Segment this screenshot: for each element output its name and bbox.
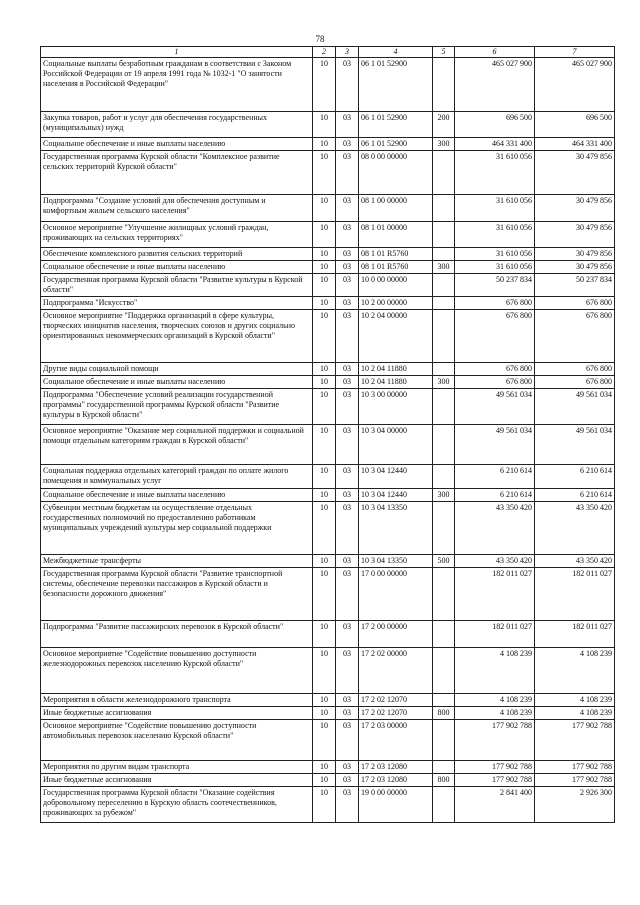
row-sum-year2: 43 350 420 <box>535 555 615 568</box>
row-subsection: 03 <box>336 310 359 363</box>
row-name: Субвенции местным бюджетам на осуществление отдельных государственных полномочий по предоставлению работникам муниципальных учреждений культуры мер социальной поддержки <box>41 502 313 555</box>
row-sum-year1: 49 561 034 <box>455 389 535 425</box>
row-sum-year2: 676 800 <box>535 297 615 310</box>
row-sum-year1: 182 011 027 <box>455 621 535 648</box>
row-section: 10 <box>313 376 336 389</box>
row-section: 10 <box>313 389 336 425</box>
table-row <box>41 555 615 568</box>
row-section: 10 <box>313 138 336 151</box>
column-number: 2 <box>313 47 336 58</box>
row-name: Мероприятия по другим видам транспорта <box>41 761 313 774</box>
row-subsection: 03 <box>336 555 359 568</box>
table-row <box>41 195 615 222</box>
row-expense-type: 300 <box>433 138 455 151</box>
row-sum-year2: 30 479 856 <box>535 195 615 222</box>
table-row <box>41 138 615 151</box>
row-sum-year2: 50 237 834 <box>535 274 615 297</box>
row-subsection: 03 <box>336 694 359 707</box>
table-row <box>41 774 615 787</box>
row-sum-year2: 182 011 027 <box>535 621 615 648</box>
row-expense-type <box>433 465 455 489</box>
row-expense-type <box>433 694 455 707</box>
row-sum-year1: 43 350 420 <box>455 555 535 568</box>
row-target-code: 10 3 04 13350 <box>359 502 433 555</box>
row-section: 10 <box>313 502 336 555</box>
row-expense-type <box>433 720 455 761</box>
row-section: 10 <box>313 363 336 376</box>
row-expense-type <box>433 425 455 465</box>
row-sum-year2: 30 479 856 <box>535 248 615 261</box>
row-subsection: 03 <box>336 489 359 502</box>
table-row <box>41 489 615 502</box>
row-target-code: 10 3 00 00000 <box>359 389 433 425</box>
table-row <box>41 425 615 465</box>
row-sum-year2: 676 800 <box>535 310 615 363</box>
row-name: Основное мероприятие "Улучшение жилищных условий граждан, проживающих на сельских территориях" <box>41 222 313 248</box>
row-name: Другие виды социальной помощи <box>41 363 313 376</box>
row-target-code: 10 2 00 00000 <box>359 297 433 310</box>
row-sum-year2: 177 902 788 <box>535 761 615 774</box>
row-subsection: 03 <box>336 195 359 222</box>
row-sum-year2: 30 479 856 <box>535 261 615 274</box>
row-name: Обеспечение комплексного развития сельских территорий <box>41 248 313 261</box>
row-name: Межбюджетные трансферты <box>41 555 313 568</box>
row-expense-type <box>433 310 455 363</box>
page-number: 78 <box>315 34 325 44</box>
row-name: Подпрограмма "Искусство" <box>41 297 313 310</box>
row-subsection: 03 <box>336 363 359 376</box>
row-sum-year2: 2 926 300 <box>535 787 615 823</box>
table-row <box>41 151 615 195</box>
row-sum-year2: 676 800 <box>535 363 615 376</box>
row-subsection: 03 <box>336 707 359 720</box>
row-subsection: 03 <box>336 248 359 261</box>
row-expense-type <box>433 363 455 376</box>
row-name: Социальные выплаты безработным гражданам в соответствии с Законом Российской Федерации от 19 апреля 1991 года № 1032-1 "О занятости населения в Российской Федерации" <box>41 58 313 112</box>
table-row <box>41 694 615 707</box>
row-sum-year2: 49 561 034 <box>535 425 615 465</box>
row-subsection: 03 <box>336 425 359 465</box>
row-expense-type <box>433 568 455 621</box>
table-row <box>41 502 615 555</box>
row-expense-type: 300 <box>433 261 455 274</box>
row-name: Иные бюджетные ассигнования <box>41 774 313 787</box>
row-target-code: 06 1 01 52900 <box>359 112 433 138</box>
row-target-code: 17 2 03 00000 <box>359 720 433 761</box>
row-sum-year2: 4 108 239 <box>535 648 615 694</box>
row-name: Подпрограмма "Развитие пассажирских перевозок в Курской области" <box>41 621 313 648</box>
row-sum-year2: 4 108 239 <box>535 694 615 707</box>
table-row <box>41 761 615 774</box>
row-expense-type <box>433 502 455 555</box>
row-sum-year1: 696 500 <box>455 112 535 138</box>
row-sum-year1: 676 800 <box>455 363 535 376</box>
row-sum-year1: 31 610 056 <box>455 261 535 274</box>
row-section: 10 <box>313 648 336 694</box>
row-expense-type: 300 <box>433 376 455 389</box>
row-name: Социальное обеспечение и иные выплаты населению <box>41 376 313 389</box>
row-subsection: 03 <box>336 787 359 823</box>
row-subsection: 03 <box>336 621 359 648</box>
column-number-row <box>41 47 615 58</box>
row-section: 10 <box>313 774 336 787</box>
row-section: 10 <box>313 465 336 489</box>
row-name: Социальное обеспечение и иные выплаты населению <box>41 489 313 502</box>
row-subsection: 03 <box>336 222 359 248</box>
row-sum-year1: 676 800 <box>455 376 535 389</box>
row-sum-year2: 43 350 420 <box>535 502 615 555</box>
row-expense-type <box>433 151 455 195</box>
row-sum-year2: 30 479 856 <box>535 222 615 248</box>
row-section: 10 <box>313 621 336 648</box>
row-target-code: 08 1 01 00000 <box>359 222 433 248</box>
budget-table <box>40 46 615 823</box>
row-section: 10 <box>313 151 336 195</box>
row-name: Основное мероприятие "Содействие повышению доступности автомобильных перевозок населению Курской области" <box>41 720 313 761</box>
row-sum-year1: 182 011 027 <box>455 568 535 621</box>
row-sum-year1: 6 210 614 <box>455 465 535 489</box>
row-section: 10 <box>313 707 336 720</box>
row-target-code: 17 2 02 00000 <box>359 648 433 694</box>
row-sum-year1: 31 610 056 <box>455 195 535 222</box>
row-expense-type <box>433 248 455 261</box>
row-sum-year2: 676 800 <box>535 376 615 389</box>
row-target-code: 17 2 03 12080 <box>359 774 433 787</box>
row-target-code: 17 2 03 12080 <box>359 761 433 774</box>
row-target-code: 08 0 00 00000 <box>359 151 433 195</box>
table-row <box>41 261 615 274</box>
row-sum-year2: 6 210 614 <box>535 465 615 489</box>
column-number: 7 <box>535 47 615 58</box>
row-sum-year1: 177 902 788 <box>455 761 535 774</box>
row-section: 10 <box>313 297 336 310</box>
table-row <box>41 58 615 112</box>
table-row <box>41 376 615 389</box>
row-subsection: 03 <box>336 261 359 274</box>
row-section: 10 <box>313 425 336 465</box>
row-name: Социальное обеспечение и иные выплаты населению <box>41 261 313 274</box>
row-section: 10 <box>313 720 336 761</box>
row-name: Государственная программа Курской области "Оказание содействия добровольному переселению в Курскую область соотечественников, проживающих за рубежом" <box>41 787 313 823</box>
row-sum-year1: 177 902 788 <box>455 720 535 761</box>
row-subsection: 03 <box>336 389 359 425</box>
row-target-code: 10 2 04 00000 <box>359 310 433 363</box>
row-section: 10 <box>313 58 336 112</box>
row-subsection: 03 <box>336 297 359 310</box>
row-expense-type <box>433 389 455 425</box>
row-sum-year2: 177 902 788 <box>535 720 615 761</box>
row-target-code: 10 3 04 12440 <box>359 465 433 489</box>
row-section: 10 <box>313 248 336 261</box>
table-row <box>41 720 615 761</box>
row-sum-year1: 50 237 834 <box>455 274 535 297</box>
row-name: Иные бюджетные ассигнования <box>41 707 313 720</box>
row-name: Основное мероприятие "Содействие повышению доступности железнодорожных перевозок населению Курской области" <box>41 648 313 694</box>
table-row <box>41 648 615 694</box>
row-expense-type: 300 <box>433 489 455 502</box>
row-target-code: 08 1 01 R5760 <box>359 248 433 261</box>
row-name: Подпрограмма "Обеспечение условий реализации государственной программы" государственной программы Курской области "Развитие культуры в Курской области" <box>41 389 313 425</box>
row-target-code: 08 1 00 00000 <box>359 195 433 222</box>
row-target-code: 10 0 00 00000 <box>359 274 433 297</box>
row-section: 10 <box>313 261 336 274</box>
row-subsection: 03 <box>336 138 359 151</box>
row-sum-year1: 4 108 239 <box>455 707 535 720</box>
row-target-code: 19 0 00 00000 <box>359 787 433 823</box>
row-sum-year2: 177 902 788 <box>535 774 615 787</box>
row-target-code: 17 2 00 00000 <box>359 621 433 648</box>
row-subsection: 03 <box>336 648 359 694</box>
row-target-code: 06 1 01 52900 <box>359 58 433 112</box>
row-sum-year2: 30 479 856 <box>535 151 615 195</box>
table-row <box>41 465 615 489</box>
row-name: Мероприятия в области железнодорожного транспорта <box>41 694 313 707</box>
row-target-code: 17 2 02 12070 <box>359 694 433 707</box>
table-row <box>41 112 615 138</box>
row-expense-type <box>433 648 455 694</box>
row-sum-year1: 465 027 900 <box>455 58 535 112</box>
row-subsection: 03 <box>336 274 359 297</box>
row-subsection: 03 <box>336 58 359 112</box>
row-section: 10 <box>313 568 336 621</box>
row-expense-type <box>433 58 455 112</box>
row-target-code: 10 3 04 13350 <box>359 555 433 568</box>
table-row <box>41 621 615 648</box>
row-name: Социальная поддержка отдельных категорий граждан по оплате жилого помещения и коммунальных услуг <box>41 465 313 489</box>
row-expense-type <box>433 761 455 774</box>
row-target-code: 17 2 02 12070 <box>359 707 433 720</box>
row-sum-year1: 4 108 239 <box>455 694 535 707</box>
table-row <box>41 363 615 376</box>
row-target-code: 08 1 01 R5760 <box>359 261 433 274</box>
row-sum-year1: 43 350 420 <box>455 502 535 555</box>
row-sum-year1: 676 800 <box>455 310 535 363</box>
row-section: 10 <box>313 274 336 297</box>
row-sum-year1: 6 210 614 <box>455 489 535 502</box>
row-subsection: 03 <box>336 151 359 195</box>
row-name: Основное мероприятие "Поддержка организаций в сфере культуры, творческих инициатив населения, творческих союзов и других социально ориентированных некоммерческих организаций в Курской области" <box>41 310 313 363</box>
row-expense-type <box>433 787 455 823</box>
row-name: Основное мероприятие "Оказание мер социальной поддержки и социальной помощи отдельным категориям граждан в Курской области" <box>41 425 313 465</box>
row-sum-year2: 464 331 400 <box>535 138 615 151</box>
row-sum-year2: 465 027 900 <box>535 58 615 112</box>
row-sum-year2: 49 561 034 <box>535 389 615 425</box>
row-subsection: 03 <box>336 761 359 774</box>
table-row <box>41 222 615 248</box>
row-section: 10 <box>313 310 336 363</box>
row-expense-type <box>433 621 455 648</box>
row-target-code: 10 2 04 11880 <box>359 363 433 376</box>
table-row <box>41 248 615 261</box>
row-sum-year1: 31 610 056 <box>455 248 535 261</box>
row-sum-year2: 6 210 614 <box>535 489 615 502</box>
row-expense-type <box>433 274 455 297</box>
row-subsection: 03 <box>336 502 359 555</box>
row-expense-type: 200 <box>433 112 455 138</box>
row-section: 10 <box>313 195 336 222</box>
row-subsection: 03 <box>336 465 359 489</box>
row-section: 10 <box>313 787 336 823</box>
row-name: Государственная программа Курской области "Комплексное развитие сельских территорий Курской области" <box>41 151 313 195</box>
table-row <box>41 274 615 297</box>
column-number: 6 <box>455 47 535 58</box>
row-section: 10 <box>313 222 336 248</box>
row-section: 10 <box>313 555 336 568</box>
column-number: 4 <box>359 47 433 58</box>
row-sum-year1: 49 561 034 <box>455 425 535 465</box>
row-expense-type <box>433 297 455 310</box>
table-row <box>41 568 615 621</box>
row-subsection: 03 <box>336 720 359 761</box>
table-row <box>41 297 615 310</box>
row-expense-type <box>433 195 455 222</box>
row-sum-year1: 464 331 400 <box>455 138 535 151</box>
row-expense-type: 800 <box>433 774 455 787</box>
row-section: 10 <box>313 694 336 707</box>
row-name: Государственная программа Курской области "Развитие транспортной системы, обеспечение перевозки пассажиров в Курской области и безопасности дорожного движения" <box>41 568 313 621</box>
row-subsection: 03 <box>336 376 359 389</box>
row-name: Социальное обеспечение и иные выплаты населению <box>41 138 313 151</box>
row-sum-year1: 31 610 056 <box>455 222 535 248</box>
table-row <box>41 310 615 363</box>
row-section: 10 <box>313 489 336 502</box>
row-expense-type <box>433 222 455 248</box>
row-subsection: 03 <box>336 568 359 621</box>
row-sum-year1: 4 108 239 <box>455 648 535 694</box>
row-target-code: 10 3 04 12440 <box>359 489 433 502</box>
row-sum-year1: 676 800 <box>455 297 535 310</box>
row-sum-year1: 2 841 400 <box>455 787 535 823</box>
row-section: 10 <box>313 761 336 774</box>
row-target-code: 06 1 01 52900 <box>359 138 433 151</box>
row-expense-type: 500 <box>433 555 455 568</box>
row-sum-year2: 182 011 027 <box>535 568 615 621</box>
row-sum-year1: 177 902 788 <box>455 774 535 787</box>
row-target-code: 10 2 04 11880 <box>359 376 433 389</box>
row-target-code: 17 0 00 00000 <box>359 568 433 621</box>
row-name: Государственная программа Курской области "Развитие культуры в Курской области" <box>41 274 313 297</box>
row-subsection: 03 <box>336 112 359 138</box>
row-subsection: 03 <box>336 774 359 787</box>
column-number: 3 <box>336 47 359 58</box>
row-sum-year2: 4 108 239 <box>535 707 615 720</box>
table-row <box>41 389 615 425</box>
row-section: 10 <box>313 112 336 138</box>
column-number: 5 <box>433 47 455 58</box>
column-number: 1 <box>41 47 313 58</box>
table-row <box>41 787 615 823</box>
row-expense-type: 800 <box>433 707 455 720</box>
row-name: Подпрограмма "Создание условий для обеспечения доступным и комфортным жильем сельского населения" <box>41 195 313 222</box>
row-target-code: 10 3 04 00000 <box>359 425 433 465</box>
row-sum-year2: 696 500 <box>535 112 615 138</box>
table-row <box>41 707 615 720</box>
row-sum-year1: 31 610 056 <box>455 151 535 195</box>
row-name: Закупка товаров, работ и услуг для обеспечения государственных (муниципальных) нужд <box>41 112 313 138</box>
